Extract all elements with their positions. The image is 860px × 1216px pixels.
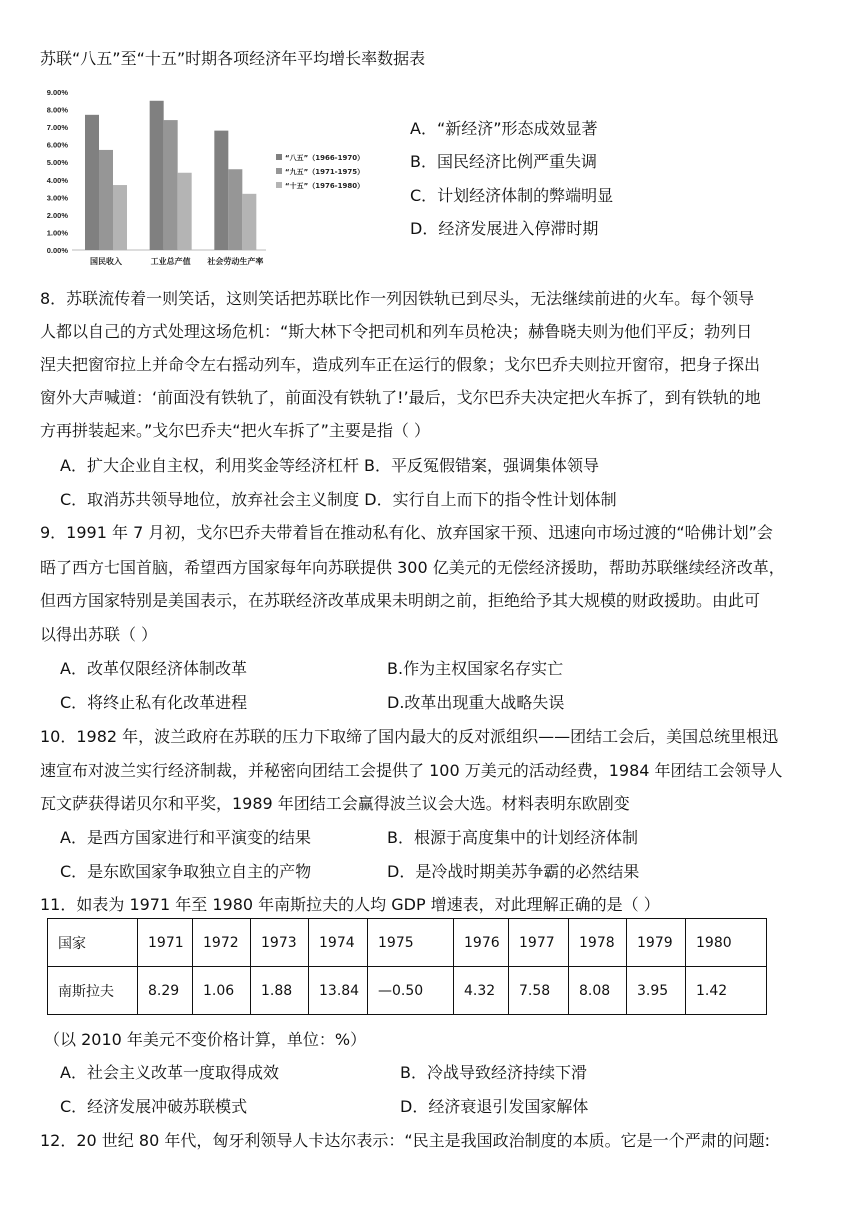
q10-option-b[interactable]: B．根源于高度集中的计划经济体制 bbox=[387, 828, 638, 847]
legend-label: “九五”（1971-1975） bbox=[285, 168, 365, 176]
bar bbox=[85, 115, 99, 250]
q9-option-d[interactable]: D.改革出现重大战略失误 bbox=[387, 693, 565, 712]
q11-option-d[interactable]: D．经济衰退引发国家解体 bbox=[400, 1097, 589, 1116]
table-cell: 南斯拉夫 bbox=[48, 967, 138, 1015]
chart-table-title: 苏联“八五”至“十五”时期各项经济年平均增长率数据表 bbox=[40, 49, 426, 68]
table-cell: 13.84 bbox=[309, 967, 368, 1015]
table-cell: 1.06 bbox=[193, 967, 251, 1015]
table-cell: 1976 bbox=[454, 919, 509, 967]
q8-text-line: 方再拼装起来。”戈尔巴乔夫“把火车拆了”主要是指（ ） bbox=[40, 421, 430, 440]
q9-text-line: 以得出苏联（ ） bbox=[40, 625, 158, 644]
table-cell: 1974 bbox=[309, 919, 368, 967]
q7-option-d[interactable]: D．经济发展进入停滞时期 bbox=[410, 219, 599, 238]
x-tick-label: 社会劳动生产率 bbox=[207, 257, 264, 266]
y-tick-label: 6.00% bbox=[46, 140, 68, 150]
legend-swatch bbox=[276, 182, 282, 188]
table-cell: 8.08 bbox=[569, 967, 627, 1015]
q8-text-line: 窗外大声喊道：‘前面没有铁轨了，前面没有铁轨了!’最后，戈尔巴乔夫决定把火车拆了，到有铁轨的地 bbox=[40, 388, 761, 407]
growth-rate-bar-chart bbox=[38, 84, 278, 274]
table-cell: —0.50 bbox=[368, 967, 454, 1015]
q9-text-line: 晤了西方七国首脑，希望西方国家每年向苏联提供 300 亿美元的无偿经济援助，帮助苏联继续经济改革， bbox=[40, 558, 785, 577]
q11-text-line: 11．如表为 1971 年至 1980 年南斯拉夫的人均 GDP 增速表，对此理解正确的是（ ） bbox=[40, 895, 660, 914]
q11-table-note: （以 2010 年美元不变价格计算，单位：%） bbox=[44, 1030, 367, 1049]
table-cell: 1977 bbox=[509, 919, 569, 967]
q9-option-b[interactable]: B.作为主权国家名存实亡 bbox=[387, 659, 564, 678]
table-cell: 1980 bbox=[686, 919, 767, 967]
legend-label: “十五”（1976-1980） bbox=[285, 182, 365, 190]
table-cell: 1971 bbox=[138, 919, 193, 967]
bar bbox=[242, 194, 256, 250]
q7-option-c[interactable]: C．计划经济体制的弊端明显 bbox=[410, 186, 614, 205]
table-row bbox=[48, 967, 767, 1015]
q7-option-b[interactable]: B．国民经济比例严重失调 bbox=[410, 152, 597, 171]
q9-option-a[interactable]: A．改革仅限经济体制改革 bbox=[60, 659, 247, 678]
yugoslavia-gdp-table bbox=[47, 918, 767, 1015]
y-tick-label: 5.00% bbox=[46, 158, 68, 168]
bar bbox=[164, 120, 178, 250]
legend-label: “八五”（1966-1970） bbox=[285, 154, 365, 162]
q8-text-line: 8．苏联流传着一则笑话，这则笑话把苏联比作一列因铁轨已到尽头，无法继续前进的火车。每个领导 bbox=[40, 289, 755, 308]
y-tick-label: 4.00% bbox=[46, 175, 68, 185]
table-cell: 7.58 bbox=[509, 967, 569, 1015]
q10-text-line: 瓦文萨获得诺贝尔和平奖，1989 年团结工会赢得波兰议会大选。材料表明东欧剧变 bbox=[40, 794, 630, 813]
q11-option-c[interactable]: C．经济发展冲破苏联模式 bbox=[60, 1097, 248, 1116]
bar bbox=[214, 131, 228, 250]
legend-swatch bbox=[276, 154, 282, 160]
table-cell: 1.88 bbox=[251, 967, 309, 1015]
q10-option-c[interactable]: C．是东欧国家争取独立自主的产物 bbox=[60, 862, 312, 881]
table-cell: 3.95 bbox=[627, 967, 686, 1015]
x-tick-label: 国民收入 bbox=[90, 257, 122, 266]
q11-option-a[interactable]: A．社会主义改革一度取得成效 bbox=[60, 1063, 279, 1082]
q9-text-line: 9．1991 年 7 月初，戈尔巴乔夫带着旨在推动私有化、放弃国家干预、迅速向市场过渡的“哈佛计划”会 bbox=[40, 523, 773, 542]
q9-text-line: 但西方国家特别是美国表示，在苏联经济改革成果未明朗之前，拒绝给予其大规模的财政援助。由此可 bbox=[40, 591, 761, 610]
x-tick-label: 工业总产值 bbox=[150, 257, 191, 266]
q11-option-b[interactable]: B．冷战导致经济持续下滑 bbox=[400, 1063, 587, 1082]
q9-option-c[interactable]: C．将终止私有化改革进程 bbox=[60, 693, 248, 712]
q12-text-line: 12．20 世纪 80 年代，匈牙利领导人卡达尔表示：“民主是我国政治制度的本质。它是一个严肃的问题: bbox=[40, 1131, 771, 1150]
table-cell: 1979 bbox=[627, 919, 686, 967]
y-tick-label: 0.00% bbox=[46, 246, 68, 255]
chart-legend bbox=[274, 152, 384, 196]
y-tick-label: 8.00% bbox=[46, 105, 68, 115]
table-cell: 1972 bbox=[193, 919, 251, 967]
bar bbox=[228, 169, 242, 250]
q10-option-d[interactable]: D．是冷战时期美苏争霸的必然结果 bbox=[387, 862, 640, 881]
q10-text-line: 10．1982 年，波兰政府在苏联的压力下取缔了国内最大的反对派组织——团结工会后，美国总统里根迅 bbox=[40, 727, 779, 746]
y-tick-label: 7.00% bbox=[46, 123, 68, 133]
table-cell: 国家 bbox=[48, 919, 138, 967]
table-cell: 1.42 bbox=[686, 967, 767, 1015]
bar bbox=[113, 185, 127, 250]
table-cell: 4.32 bbox=[454, 967, 509, 1015]
y-tick-label: 3.00% bbox=[46, 193, 68, 203]
bar bbox=[150, 101, 164, 250]
q10-option-a[interactable]: A．是西方国家进行和平演变的结果 bbox=[60, 828, 311, 847]
legend-swatch bbox=[276, 168, 282, 174]
table-cell: 1978 bbox=[569, 919, 627, 967]
y-tick-label: 1.00% bbox=[46, 228, 68, 238]
table-cell: 1973 bbox=[251, 919, 309, 967]
q7-option-a[interactable]: A．“新经济”形态成效显著 bbox=[410, 119, 598, 138]
bar bbox=[178, 173, 192, 250]
table-cell: 8.29 bbox=[138, 967, 193, 1015]
q8-options-cd[interactable]: C．取消苏共领导地位，放弃社会主义制度 D．实行自上而下的指令性计划体制 bbox=[60, 490, 617, 509]
q8-text-line: 人都以自己的方式处理这场危机：“斯大林下令把司机和列车员枪决；赫鲁晓夫则为他们平反；勃列日 bbox=[40, 322, 753, 341]
q10-text-line: 速宣布对波兰实行经济制裁，并秘密向团结工会提供了 100 万美元的活动经费，1984 年团结工会领导人 bbox=[40, 761, 783, 780]
y-tick-label: 9.00% bbox=[46, 88, 68, 97]
q8-options-ab[interactable]: A．扩大企业自主权，利用奖金等经济杠杆 B．平反冤假错案，强调集体领导 bbox=[60, 456, 600, 475]
y-tick-label: 2.00% bbox=[46, 210, 68, 220]
table-cell: 1975 bbox=[368, 919, 454, 967]
q8-text-line: 涅夫把窗帘拉上并命令左右摇动列车，造成列车正在运行的假象；戈尔巴乔夫则拉开窗帘，把身子探出 bbox=[40, 355, 761, 374]
table-row bbox=[48, 919, 767, 967]
bar bbox=[99, 150, 113, 250]
